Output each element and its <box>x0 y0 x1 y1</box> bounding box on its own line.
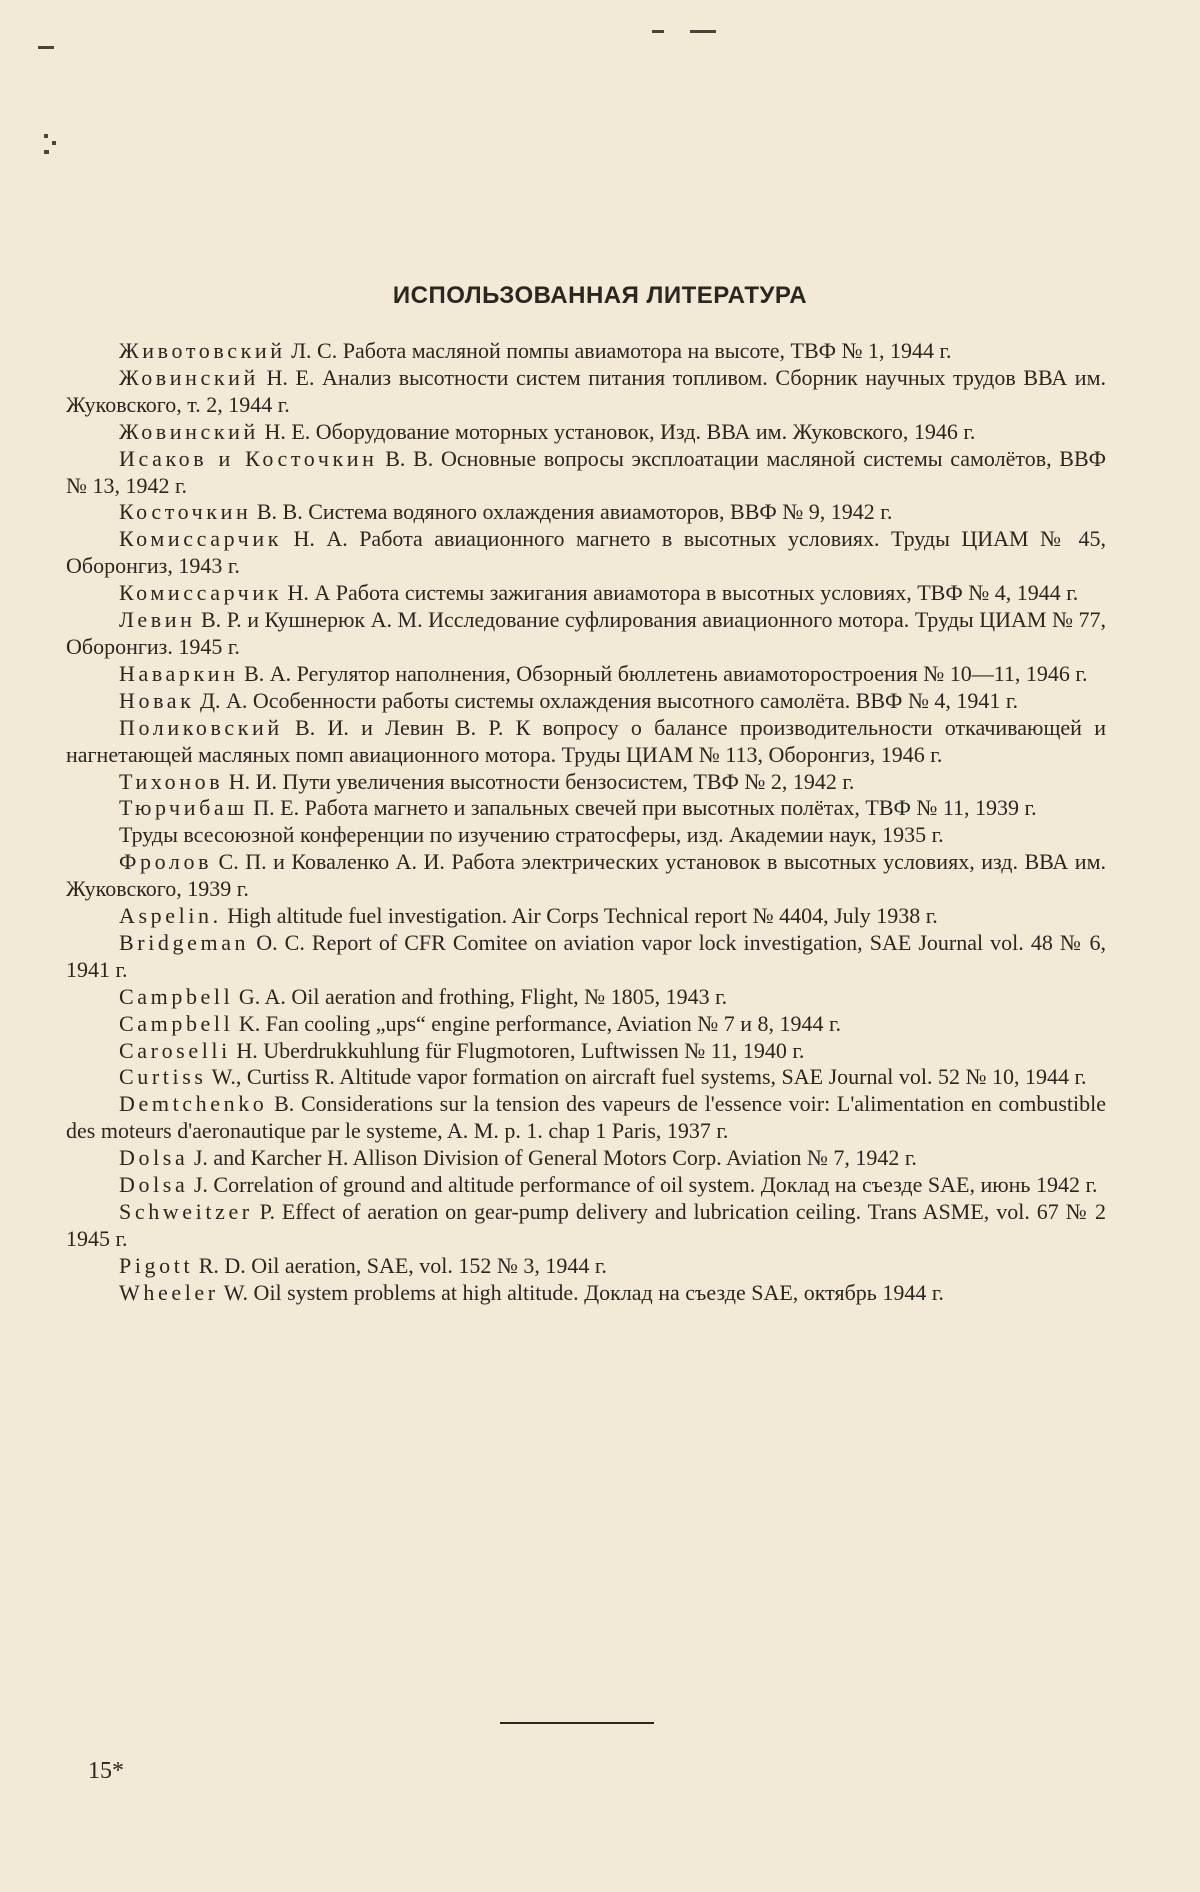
reference-author: Campbell <box>119 983 234 1009</box>
reference-author: Curtiss <box>119 1064 207 1090</box>
reference-text: В. В. Основные вопросы эксплоатации масляной системы самолётов, ВВФ № 13, 1942 г. <box>66 445 1106 498</box>
reference-text: В. В. Система водяного охлаждения авиамоторов, ВВФ № 9, 1942 г. <box>251 499 893 525</box>
reference-text: G. A. Oil aeration and frothing, Flight, № 1805, 1943 г. <box>233 983 728 1009</box>
reference-entry <box>66 1064 1106 1091</box>
reference-author: Исаков и Косточкин <box>119 445 378 471</box>
reference-entry <box>66 822 1106 849</box>
reference-author: Aspelin. <box>119 903 222 929</box>
reference-entry <box>66 1145 1106 1172</box>
reference-text: J. and Karcher H. Allison Division of General Motors Corp. Aviation № 7, 1942 г. <box>188 1145 917 1171</box>
reference-entry <box>66 499 1106 526</box>
reference-author: Bridgeman <box>119 929 250 955</box>
reference-author: Pigott <box>119 1252 194 1278</box>
reference-author: Demtchenko <box>119 1091 268 1117</box>
reference-author: Жовинский <box>119 364 259 390</box>
reference-entry <box>66 795 1106 822</box>
reference-author: Животовский <box>119 338 286 363</box>
reference-text: W., Curtiss R. Altitude vapor formation on aircraft fuel systems, SAE Journal vol. 52 № 10, 1944 г. <box>206 1064 1087 1090</box>
reference-author: Наваркин <box>119 660 239 686</box>
reference-author: Schweitzer <box>119 1199 253 1224</box>
reference-entry <box>66 661 1106 688</box>
reference-text: Н. А Работа системы зажигания авиамотора в высотных условиях, ТВФ № 4, 1944 г. <box>282 580 1079 606</box>
reference-entry <box>66 338 1106 365</box>
reference-text: Л. С. Работа масляной помпы авиамотора на высоте, ТВФ № 1, 1944 г. <box>285 338 952 363</box>
reference-text: P. Effect of aeration on gear-pump delivery and lubrication ceiling. Trans ASME, vol. 67 № 2 1945 г. <box>66 1199 1106 1251</box>
reference-text: J. Correlation of ground and altitude performance of oil system. Доклад на съезде SAE, июнь 1942 г. <box>188 1172 1098 1198</box>
reference-entry <box>66 580 1106 607</box>
reference-entry <box>66 849 1106 903</box>
reference-entry <box>66 1038 1106 1065</box>
reference-entry <box>66 1199 1106 1253</box>
page-number: 15* <box>88 1758 124 1784</box>
reference-author: Wheeler <box>119 1279 219 1305</box>
reference-entry <box>66 1280 1106 1307</box>
reference-author: Поликовский <box>119 714 283 740</box>
reference-text: High altitude fuel investigation. Air Corps Technical report № 4404, July 1938 г. <box>221 903 938 929</box>
scan-mark <box>44 150 49 154</box>
reference-text: С. П. и Коваленко А. И. Работа электрических установок в высотных условиях, изд. ВВА им. Жуковского, 1939 г. <box>66 849 1106 902</box>
scan-mark <box>690 30 716 33</box>
reference-author: Комиссарчик <box>119 526 282 552</box>
reference-author: Жовинский <box>119 418 259 444</box>
reference-text: B. Considerations sur la tension des vapeurs de l'essence voir: L'alimentation en combustible des moteurs d'aeronautique par le systeme, A. M. p. 1. chap 1 Paris, 1937 г. <box>66 1091 1106 1144</box>
reference-text: В. А. Регулятор наполнения, Обзорный бюллетень авиамоторостроения № 10—11, 1946 г. <box>238 660 1088 686</box>
reference-text: Н. Е. Анализ высотности систем питания топливом. Сборник научных трудов ВВА им. Жуковского, т. 2, 1944 г. <box>66 364 1106 417</box>
reference-entry <box>66 526 1106 580</box>
reference-text: Д. А. Особенности работы системы охлаждения высотного самолёта. ВВФ № 4, 1941 г. <box>194 687 1018 713</box>
reference-author: Dolsa <box>119 1145 189 1171</box>
reference-entry <box>66 715 1106 769</box>
reference-entry <box>66 1011 1106 1038</box>
reference-author: Косточкин <box>119 499 252 525</box>
reference-entry <box>66 903 1106 930</box>
scan-mark <box>52 141 56 145</box>
reference-entry <box>66 688 1106 715</box>
section-divider <box>500 1722 654 1724</box>
reference-entry <box>66 607 1106 661</box>
reference-list <box>66 338 1106 1307</box>
reference-text: Труды всесоюзной конференции по изучению стратосферы, изд. Академии наук, 1935 г. <box>119 822 944 848</box>
scan-mark <box>44 134 48 138</box>
reference-text: R. D. Oil aeration, SAE, vol. 152 № 3, 1944 г. <box>193 1252 607 1278</box>
reference-author: Caroselli <box>119 1037 231 1063</box>
reference-text: Н. Е. Оборудование моторных установок, Изд. ВВА им. Жуковского, 1946 г. <box>258 418 976 444</box>
reference-text: Н. И. Пути увеличения высотности бензосистем, ТВФ № 2, 1942 г. <box>223 768 855 794</box>
reference-text: O. C. Report of CFR Comitee on aviation vapor lock investigation, SAE Journal vol. 48 № 6, 1941 г. <box>66 929 1106 982</box>
page-title: ИСПОЛЬЗОВАННАЯ ЛИТЕРАТУРА <box>392 282 808 309</box>
reference-entry <box>66 446 1106 500</box>
reference-author: Тихонов <box>119 768 224 794</box>
reference-entry <box>66 1253 1106 1280</box>
scan-mark <box>38 46 54 49</box>
reference-entry <box>66 930 1106 984</box>
reference-author: Комиссарчик <box>119 580 282 606</box>
reference-text: В. Р. и Кушнерюк А. М. Исследование суфлирования авиационного мотора. Труды ЦИАМ № 77, Оборонгиз. 1945 г. <box>66 607 1106 659</box>
reference-author: Фролов <box>119 849 213 875</box>
scan-mark <box>652 30 664 33</box>
reference-author: Новак <box>119 687 195 713</box>
reference-entry <box>66 1172 1106 1199</box>
reference-author: Левин <box>119 607 196 633</box>
reference-entry <box>66 769 1106 796</box>
reference-text: Н. А. Работа авиационного магнето в высотных условиях. Труды ЦИАМ № 45, Оборонгиз, 1943 г. <box>66 526 1106 579</box>
reference-entry <box>66 365 1106 419</box>
reference-author: Dolsa <box>119 1172 189 1198</box>
reference-entry <box>66 1091 1106 1145</box>
reference-text: В. И. и Левин В. Р. К вопросу о балансе производительности откачивающей и нагнетающей масляных помп авиационного мотора. Труды ЦИАМ № 113, Оборонгиз, 1946 г. <box>66 714 1106 767</box>
reference-text: П. Е. Работа магнето и запальных свечей при высотных полётах, ТВФ № 11, 1939 г. <box>247 795 1037 821</box>
reference-author: Campbell <box>119 1010 234 1036</box>
reference-entry <box>66 419 1106 446</box>
reference-text: K. Fan cooling „ups“ engine performance, Aviation № 7 и 8, 1944 г. <box>233 1010 842 1036</box>
reference-author: Тюрчибаш <box>119 795 248 821</box>
reference-text: H. Uberdrukkuhlung für Flugmotoren, Luftwissen № 11, 1940 г. <box>230 1037 805 1063</box>
reference-text: W. Oil system problems at high altitude. Доклад на съезде SAE, октябрь 1944 г. <box>218 1279 944 1305</box>
reference-entry <box>66 984 1106 1011</box>
